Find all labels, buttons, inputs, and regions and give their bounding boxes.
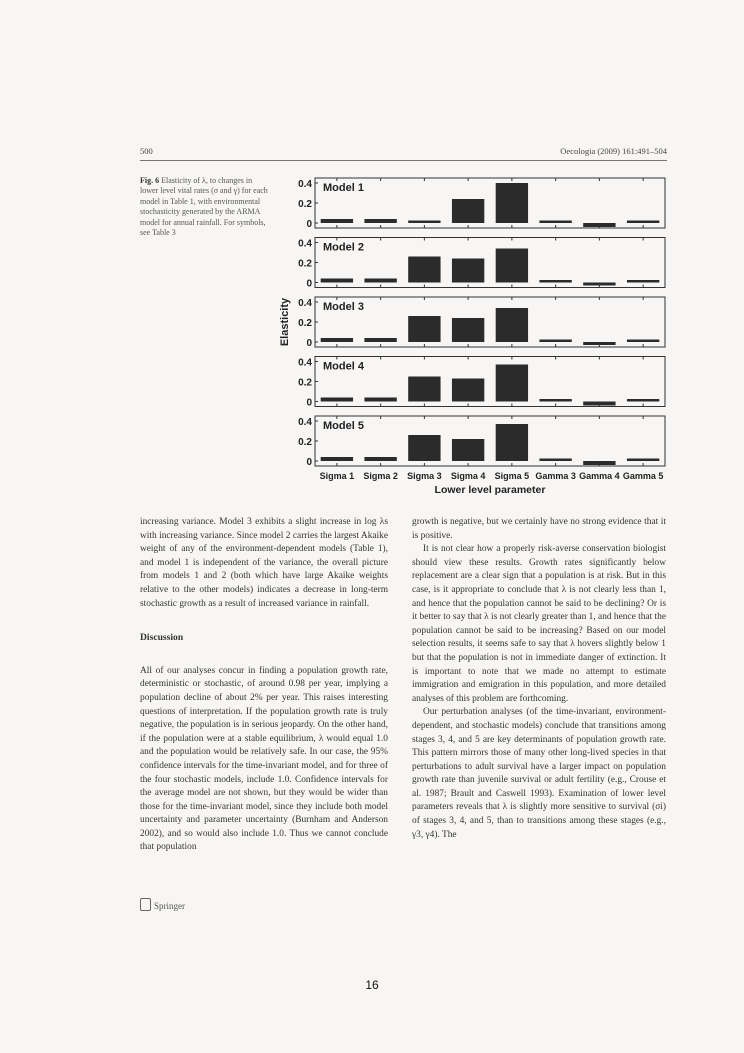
figure-caption bbox=[140, 176, 268, 238]
bar bbox=[452, 439, 484, 461]
bar bbox=[408, 435, 440, 461]
x-tick-label: Sigma 2 bbox=[363, 471, 398, 481]
bar bbox=[321, 457, 353, 461]
panel-label: Model 4 bbox=[323, 360, 364, 373]
bar bbox=[627, 399, 659, 402]
journal-citation: Oecologia (2009) 161:491–504 bbox=[560, 146, 667, 156]
y-tick-label: 0 bbox=[306, 457, 312, 468]
bar bbox=[627, 221, 659, 224]
bar bbox=[627, 459, 659, 462]
bar bbox=[364, 279, 396, 283]
x-tick-label: Gamma 5 bbox=[622, 471, 664, 481]
bar bbox=[539, 340, 571, 343]
x-tick-label: Sigma 3 bbox=[407, 471, 442, 481]
x-axis-label: Lower level parameter bbox=[434, 484, 546, 496]
y-tick-label: 0.2 bbox=[298, 258, 312, 270]
bar bbox=[321, 279, 353, 283]
bar bbox=[408, 316, 440, 342]
panel-label: Model 2 bbox=[323, 241, 364, 254]
bar bbox=[408, 257, 440, 283]
bar bbox=[364, 398, 396, 402]
bar bbox=[321, 398, 353, 402]
y-tick-label: 0.2 bbox=[298, 377, 312, 389]
y-tick-label: 0.4 bbox=[298, 179, 312, 190]
bar bbox=[408, 377, 440, 402]
y-tick-label: 0 bbox=[306, 219, 312, 230]
page-number: 16 bbox=[365, 978, 379, 992]
y-tick-label: 0.4 bbox=[298, 357, 312, 369]
springer-horse-icon bbox=[140, 898, 151, 911]
right-paragraph-1: growth is negative, but we certainly have no strong evidence that it is positive. bbox=[412, 517, 666, 541]
bar bbox=[539, 399, 571, 402]
bar bbox=[321, 219, 353, 223]
bar bbox=[452, 259, 484, 283]
y-tick-label: 0.2 bbox=[298, 199, 312, 210]
bar bbox=[539, 221, 571, 224]
bar bbox=[496, 424, 528, 461]
bar bbox=[496, 249, 528, 283]
panel-label: Model 3 bbox=[323, 301, 364, 313]
bar bbox=[496, 183, 528, 223]
elasticity-chart bbox=[270, 170, 680, 498]
bar bbox=[496, 365, 528, 402]
x-tick-label: Gamma 4 bbox=[579, 471, 620, 481]
bar bbox=[408, 221, 440, 224]
y-tick-label: 0 bbox=[306, 338, 312, 349]
right-paragraph-3: Our perturbation analyses (of the time-invariant, environment-dependent, and stochastic models) conclude that transitions among stages 3, 4, and 5 are key determinants of population growth rate. This pattern mirrors those of many other long-lived species in that perturbations to adult survival have a larger impact on population growth rate than juvenile survival or adult fertility (e.g., Crouse et al. 1987; Brault and Caswell 1993). Examination of lower level parameters reveals that λ is slightly more sensitive to survival (σi) of stages 3, 4, and 5, than to transitions among these stages (e.g., γ3, γ4). The bbox=[412, 707, 666, 840]
publisher-name: Springer bbox=[154, 901, 185, 911]
bar bbox=[496, 308, 528, 342]
bar bbox=[364, 219, 396, 223]
page-header-number: 500 bbox=[140, 146, 153, 156]
left-paragraph-1: increasing variance. Model 3 exhibits a slight increase in log λs with increasing variance. Since model 2 carries the largest Akaike weight of any of the environment-dependent models (Table 1), and model 1 is independent of the variance, the overall picture from models 1 and 2 (both which have large Akaike weights relative to the other models) indicates a decrease in long-term stochastic growth as a result of increased variance in rainfall. bbox=[140, 517, 388, 609]
figure-label: Fig. 6 bbox=[140, 176, 160, 185]
y-axis-label: Elasticity bbox=[279, 297, 291, 347]
panel-label: Model 1 bbox=[323, 182, 364, 194]
x-tick-label: Sigma 5 bbox=[494, 471, 530, 481]
section-heading-discussion: Discussion bbox=[140, 632, 184, 644]
x-tick-label: Sigma 4 bbox=[450, 471, 486, 481]
header-rule bbox=[140, 160, 667, 161]
y-tick-label: 0 bbox=[306, 397, 312, 409]
bar bbox=[627, 340, 659, 343]
y-tick-label: 0.4 bbox=[298, 298, 312, 309]
y-tick-label: 0.2 bbox=[298, 318, 312, 329]
right-column bbox=[412, 516, 666, 842]
y-tick-label: 0.4 bbox=[298, 238, 312, 250]
panel-label: Model 5 bbox=[323, 420, 364, 432]
y-tick-label: 0.4 bbox=[298, 417, 312, 428]
publisher-logo bbox=[140, 898, 185, 911]
y-tick-label: 0.2 bbox=[298, 437, 312, 448]
x-tick-label: Gamma 3 bbox=[535, 471, 576, 481]
left-paragraph-2: All of our analyses concur in finding a population growth rate, deterministic or stochastic, of around 0.98 per year, implying a population decline of about 2% per year. This raises interesting questions of interpretation. If the population growth rate is truly negative, the population is in serious jeopardy. On the other hand, if the population were at a stable equilibrium, λ would equal 1.0 and the population would be relatively safe. In our case, the 95% confidence intervals for the time-invariant model, and for three of the four stochastic models, include 1.0. Confidence intervals for the average model are not shown, but they would be wider than those for the time-invariant model, since they include both model uncertainty and parameter uncertainty (Burnham and Anderson 2002), and so would also include 1.0. Thus we cannot conclude that population bbox=[140, 665, 388, 853]
bar bbox=[452, 379, 484, 402]
bar bbox=[321, 338, 353, 342]
bar bbox=[452, 199, 484, 223]
bar bbox=[364, 457, 396, 461]
left-column bbox=[140, 516, 388, 855]
right-paragraph-2: It is not clear how a properly risk-averse conservation biologist should view these results. Growth rates significantly below replacement are a clear sign that a population is at risk. But in this case, is it appropriate to conclude that λ is not clearly less than 1, and hence that the population cannot be said to be declining? Or is it better to say that λ is not clearly greater than 1, and hence that the population cannot be said to be increasing? Based on our model selection results, it seems safe to say that λ hovers slightly below 1 but that the population is not in immediate danger of extinction. It is important to note that we made no attempt to estimate immigration and emigration in this population, and more detailed analyses of this problem are forthcoming. bbox=[412, 544, 666, 704]
bar bbox=[539, 280, 571, 283]
bar bbox=[452, 318, 484, 342]
bar bbox=[627, 280, 659, 283]
y-tick-label: 0 bbox=[306, 278, 312, 290]
bar bbox=[539, 459, 571, 462]
figure-caption-text: Elasticity of λ, to changes in lower level vital rates (σ and γ) for each model in Table 1, with environmental stochasticity generated by the ARMA model for annual rainfall. For symbols, see Table 3 bbox=[140, 176, 268, 238]
bar bbox=[364, 338, 396, 342]
x-tick-label: Sigma 1 bbox=[319, 471, 355, 481]
